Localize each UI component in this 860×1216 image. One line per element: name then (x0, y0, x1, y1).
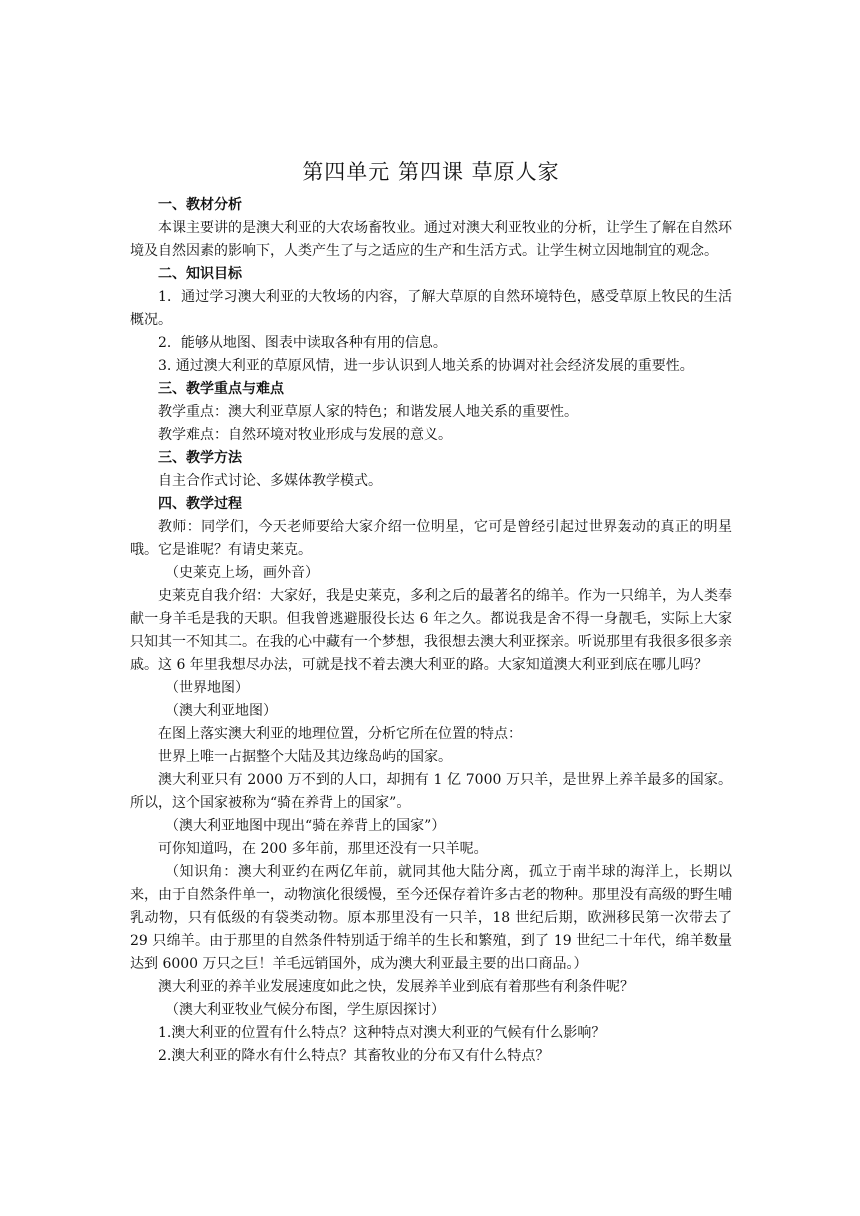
goal-item-3: 3. 通过澳大利亚的草原风情，进一步认识到人地关系的协调对社会经济发展的重要性。 (158, 358, 694, 374)
paragraph: 澳大利亚只有 2000 万不到的人口，却拥有 1 亿 7000 万只羊，是世界上养羊最多的国家。所以，这个国家被称为“骑在养背上的国家”。 (130, 772, 732, 811)
paragraph: 本课主要讲的是澳大利亚的大农场畜牧业。通过对澳大利亚牧业的分析，让学生了解在自然环境及自然因素的影响下，人类产生了与之适应的生产和生活方式。让学生树立因地制宜的观念。 (130, 220, 732, 259)
section-heading-knowledge-goals: 二、知识目标 (158, 266, 242, 282)
stage-note: （澳大利亚地图中现出“骑在养背上的国家”） (165, 818, 446, 834)
paragraph: 在图上落实澳大利亚的地理位置，分析它所在位置的特点： (158, 726, 522, 742)
paragraph: 世界上唯一占据整个大陆及其边缘岛屿的国家。 (158, 749, 452, 765)
document-title: 第四单元 第四课 草原人家 (302, 160, 560, 184)
section-heading-methods: 三、教学方法 (158, 450, 242, 466)
paragraph: 自主合作式讨论、多媒体教学模式。 (158, 473, 382, 489)
question-2: 2.澳大利亚的降水有什么特点？其畜牧业的分布又有什么特点？ (158, 1048, 550, 1064)
paragraph: 史莱克自我介绍：大家好，我是史莱克，多利之后的最著名的绵羊。作为一只绵羊，为人类奉献一身羊毛是我的天职。但我曾逃避服役长达 6 年之久。都说我是舍不得一身靓毛，实际上大家只知其一不知其二。在我的心中藏有一个梦想，我很想去澳大利亚探亲。听说那里有我很多很多亲戚。这 6 年里我想尽办法，可就是找不着去澳大利亚的路。大家知道澳大利亚到底在哪儿吗？ (130, 588, 732, 673)
stage-note: （史莱克上场，画外音） (165, 565, 319, 581)
section-heading-analysis: 一、教材分析 (158, 197, 242, 213)
stage-note: （澳大利亚地图） (165, 703, 277, 719)
goal-item-1: 1．通过学习澳大利亚的大牧场的内容，了解大草原的自然环境特色，感受草原上牧民的生活概况。 (130, 289, 732, 328)
paragraph: 澳大利亚的养羊业发展速度如此之快，发展养羊业到底有着那些有利条件呢？ (158, 979, 634, 995)
knowledge-corner: （知识角：澳大利亚约在两亿年前，就同其他大陆分离，孤立于南半球的海洋上，长期以来，由于自然条件单一，动物演化很缓慢，至今还保存着许多古老的物种。那里没有高级的野生哺乳动物，只有低级的有袋类动物。原本那里没有一只羊，18 世纪后期，欧洲移民第一次带去了 29 只绵羊。由于那里的自然条件特别适于绵羊的生长和繁殖，到了 19 世纪二十年代，绵羊数量达到 6000 万只之巨！羊毛远销国外，成为澳大利亚最主要的出口商品。） (130, 864, 732, 972)
paragraph: 教师：同学们，今天老师要给大家介绍一位明星，它可是曾经引起过世界轰动的真正的明星哦。它是谁呢？有请史莱克。 (130, 519, 732, 558)
question-1: 1.澳大利亚的位置有什么特点？这种特点对澳大利亚的气候有什么影响？ (158, 1025, 606, 1041)
document-page (130, 156, 732, 1068)
stage-note: （世界地图） (165, 680, 249, 696)
stage-note: （澳大利亚牧业气候分布图，学生原因探讨） (165, 1002, 445, 1018)
section-heading-process: 四、教学过程 (158, 496, 242, 512)
paragraph: 教学难点：自然环境对牧业形成与发展的意义。 (158, 427, 452, 443)
paragraph: 教学重点：澳大利亚草原人家的特色；和谐发展人地关系的重要性。 (158, 404, 578, 420)
goal-item-2: 2．能够从地图、图表中读取各种有用的信息。 (158, 335, 447, 351)
section-heading-key-points: 三、教学重点与难点 (158, 381, 284, 397)
paragraph: 可你知道吗，在 200 多年前，那里还没有一只羊呢。 (158, 841, 488, 857)
